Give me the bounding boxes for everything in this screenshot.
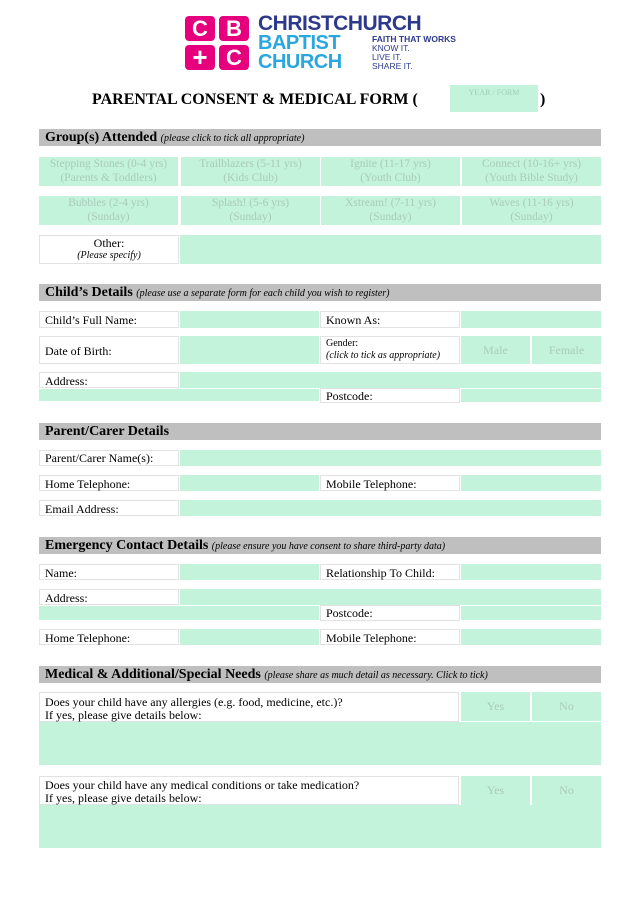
emergency-postcode-label: Postcode: [326, 606, 373, 620]
group-splash[interactable]: Splash! (5-6 yrs) (Sunday) [181, 196, 320, 225]
logo-tagline-1: FAITH THAT WORKS [372, 34, 456, 44]
parent-email-label: Email Address: [45, 502, 119, 516]
emergency-mobile-tel-input[interactable] [461, 629, 601, 645]
logo-word-christchurch: CHRISTCHURCH [258, 12, 422, 35]
section-emergency [39, 537, 601, 554]
section-child-title: Child’s Details (please use a separate form for each child you wish to register) [45, 285, 390, 300]
allergies-question-line1: Does your child have any allergies (e.g. food, medicine, etc.)? [45, 695, 343, 709]
form-year-field[interactable] [450, 85, 538, 112]
section-medical-note: (please share as much detail as necessary. Click to tick) [264, 670, 488, 681]
form-title-close: ) [540, 91, 546, 108]
conditions-no-option[interactable]: No [532, 776, 601, 805]
conditions-question-line1: Does your child have any medical conditions or take medication? [45, 778, 360, 792]
group-xstream[interactable]: Xstream! (7-11 yrs) (Sunday) [321, 196, 460, 225]
section-medical-title: Medical & Additional/Special Needs (please share as much detail as necessary. Click to tick) [45, 667, 488, 682]
allergies-question-line2: If yes, please give details below: [45, 708, 202, 722]
group-trailblazers[interactable]: Trailblazers (5-11 yrs) (Kids Club) [181, 157, 320, 186]
group-ignite[interactable]: Ignite (11-17 yrs) (Youth Club) [321, 157, 460, 186]
emergency-address-input-line2[interactable] [39, 606, 319, 620]
emergency-address-input-line1[interactable] [180, 589, 601, 605]
other-group-note: (Please specify) [77, 250, 141, 261]
section-child-note: (please use a separate form for each child you wish to register) [136, 288, 390, 299]
logo-word-church: CHURCH [258, 51, 342, 73]
emergency-mobile-tel-label: Mobile Telephone: [326, 631, 417, 645]
group-bubbles[interactable]: Bubbles (2-4 yrs) (Sunday) [39, 196, 178, 225]
parent-home-tel-input[interactable] [180, 475, 319, 491]
section-groups-title: Group(s) Attended (please click to tick all appropriate) [45, 130, 305, 145]
section-groups-note: (please click to tick all appropriate) [160, 133, 305, 144]
other-group-label-box [39, 235, 179, 264]
child-postcode-label: Postcode: [326, 389, 373, 403]
section-emergency-title: Emergency Contact Details (please ensure you have consent to share third-party data) [45, 538, 446, 553]
other-group-label: Other: [93, 236, 125, 250]
emergency-address-label: Address: [45, 591, 88, 605]
group-connect[interactable]: Connect (10-16+ yrs) (Youth Bible Study) [462, 157, 601, 186]
child-full-name-input[interactable] [180, 311, 319, 328]
logo-tile-cross: + [185, 45, 215, 70]
parent-names-label: Parent/Carer Name(s): [45, 451, 154, 465]
parent-mobile-tel-label: Mobile Telephone: [326, 477, 417, 491]
section-parent-title: Parent/Carer Details [45, 424, 170, 439]
emergency-name-label: Name: [45, 566, 77, 580]
gender-male-option[interactable]: Male [461, 336, 530, 364]
conditions-details-input[interactable] [39, 805, 601, 848]
group-waves[interactable]: Waves (11-16 yrs) (Sunday) [462, 196, 601, 225]
group-stepping-stones[interactable]: Stepping Stones (0-4 yrs) (Parents & Toddlers) [39, 157, 178, 186]
known-as-label: Known As: [326, 313, 381, 327]
dob-label: Date of Birth: [45, 344, 112, 358]
conditions-yes-option[interactable]: Yes [461, 776, 530, 805]
parent-home-tel-label: Home Telephone: [45, 477, 131, 491]
emergency-home-tel-label: Home Telephone: [45, 631, 131, 645]
parent-mobile-tel-input[interactable] [461, 475, 601, 491]
emergency-relationship-input[interactable] [461, 564, 601, 580]
child-full-name-label: Child’s Full Name: [45, 313, 138, 327]
logo-tile-c2: C [219, 45, 249, 70]
child-postcode-input[interactable] [461, 389, 601, 402]
logo-tagline-4: SHARE IT. [372, 61, 413, 71]
form-title: PARENTAL CONSENT & MEDICAL FORM ( [92, 91, 418, 108]
emergency-relationship-label: Relationship To Child: [326, 566, 435, 580]
child-address-input-line1[interactable] [180, 372, 601, 388]
logo-tagline-2: KNOW IT. [372, 43, 410, 53]
gender-female-option[interactable]: Female [532, 336, 601, 364]
gender-label: Gender: [326, 338, 359, 349]
parent-names-input[interactable] [180, 450, 601, 466]
section-child [39, 284, 601, 301]
emergency-name-input[interactable] [180, 564, 319, 580]
emergency-postcode-input[interactable] [461, 606, 601, 620]
gender-note: (click to tick as appropriate) [326, 350, 441, 361]
emergency-home-tel-input[interactable] [180, 629, 319, 645]
parent-email-input[interactable] [180, 500, 601, 516]
logo-word-baptist: BAPTIST [258, 32, 341, 54]
section-parent [39, 423, 601, 440]
dob-input[interactable] [180, 336, 319, 364]
logo-tagline-3: LIVE IT. [372, 52, 402, 62]
form-year-placeholder: YEAR / FORM [468, 88, 520, 97]
section-groups [39, 129, 601, 146]
section-medical [39, 666, 601, 683]
allergies-no-option[interactable]: No [532, 692, 601, 721]
allergies-details-input[interactable] [39, 722, 601, 765]
conditions-question-line2: If yes, please give details below: [45, 791, 202, 805]
logo-tile-c: C [185, 16, 215, 41]
allergies-yes-option[interactable]: Yes [461, 692, 530, 721]
other-group-input[interactable] [180, 235, 601, 264]
child-address-input-line2[interactable] [39, 389, 319, 401]
child-address-label: Address: [45, 374, 88, 388]
logo-tile-b: B [219, 16, 249, 41]
section-emergency-note: (please ensure you have consent to share third-party data) [211, 541, 446, 552]
known-as-input[interactable] [461, 311, 601, 328]
